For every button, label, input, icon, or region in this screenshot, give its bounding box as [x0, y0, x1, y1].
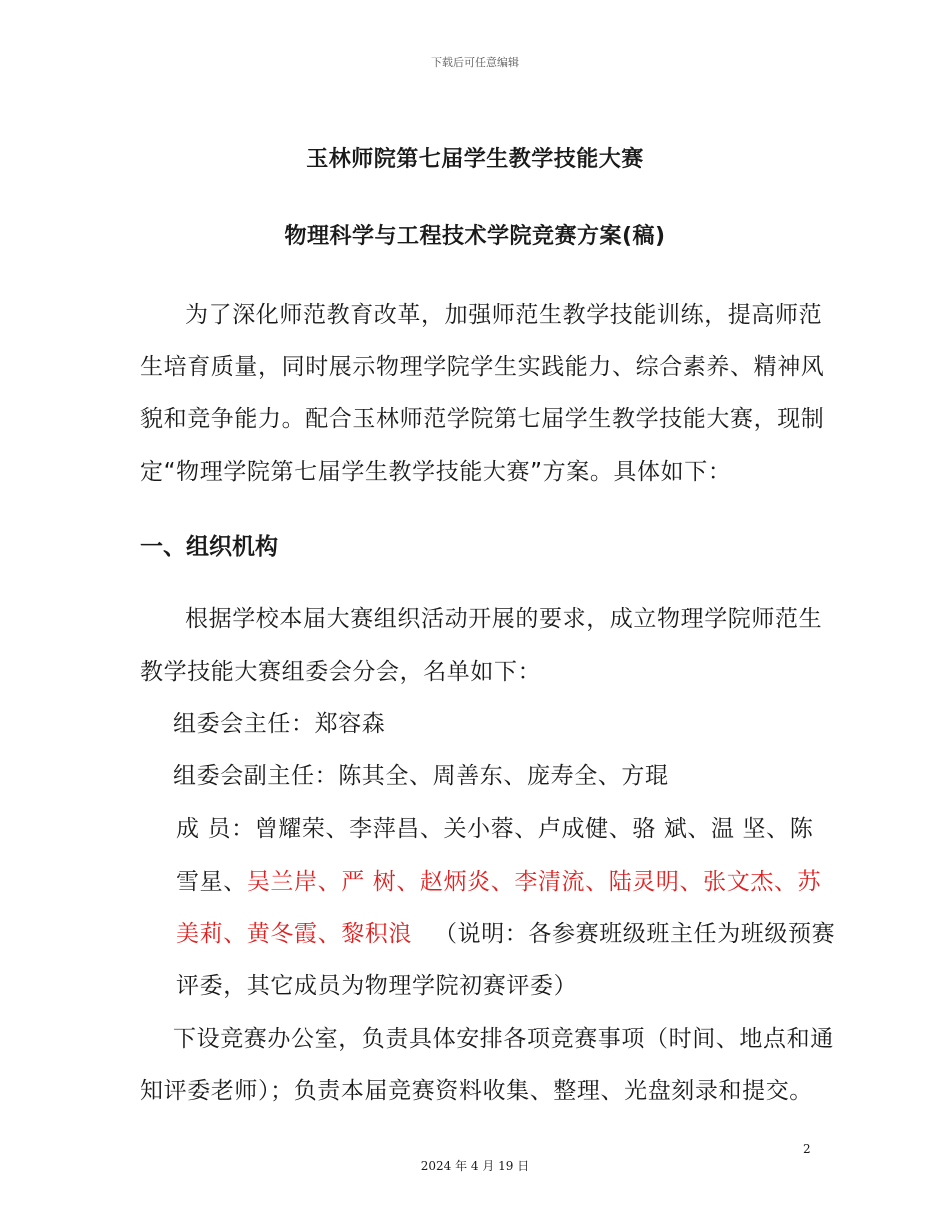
- members-line-4: 评委，其它成员为物理学院初赛评委）: [176, 973, 578, 999]
- members-line-3-highlight: 美莉、黄冬霞、黎积浪: [176, 921, 412, 947]
- members-line-3: [176, 915, 835, 948]
- org-para-line-1: 根据学校本届大赛组织活动开展的要求，成立物理学院师范生: [185, 606, 823, 632]
- members-line-2-highlight: 吴兰岸、严 树、赵炳炎、李清流、陆灵明、张文杰、苏: [246, 869, 822, 895]
- page-number: 2: [803, 1142, 811, 1156]
- office-line-2: 知评委老师）；负责本届竞赛资料收集、整理、光盘刻录和提交。: [140, 1078, 813, 1104]
- org-para-line-2: 教学技能大赛组委会分会，名单如下：: [140, 659, 542, 685]
- section-heading-organization: 一、组织机构: [140, 534, 278, 560]
- document-subtitle: 物理科学与工程技术学院竞赛方案(稿): [284, 224, 666, 249]
- document-title: 玉林师院第七届学生教学技能大赛: [306, 147, 644, 172]
- intro-line-3: 貌和竞争能力。配合玉林师范学院第七届学生教学技能大赛，现制: [140, 406, 825, 432]
- office-line-1: 下设竞赛办公室，负责具体安排各项竞赛事项（时间、地点和通: [173, 1026, 834, 1052]
- footer-date: 2024 年 4 月 19 日: [420, 1159, 530, 1173]
- members-line-1: 成 员：曾耀荣、李萍昌、关小蓉、卢成健、骆 斌、温 坚、陈: [176, 816, 814, 842]
- members-line-2: [176, 863, 821, 896]
- intro-line-4: 定“物理学院第七届学生教学技能大赛”方案。具体如下：: [140, 459, 732, 485]
- members-line-3-note: （说明：各参赛班级班主任为班级预赛: [434, 921, 836, 947]
- committee-vice-director: 组委会副主任：陈其全、周善东、庞寿全、方琨: [173, 763, 669, 789]
- header-note: 下载后可任意编辑: [431, 56, 519, 69]
- intro-line-1: 为了深化师范教育改革，加强师范生教学技能训练，提高师范: [185, 302, 823, 328]
- committee-director: 组委会主任：郑容森: [173, 711, 386, 737]
- intro-line-2: 生培育质量，同时展示物理学院学生实践能力、综合素养、精神风: [140, 354, 825, 380]
- members-line-2-plain: 雪星、: [176, 869, 247, 895]
